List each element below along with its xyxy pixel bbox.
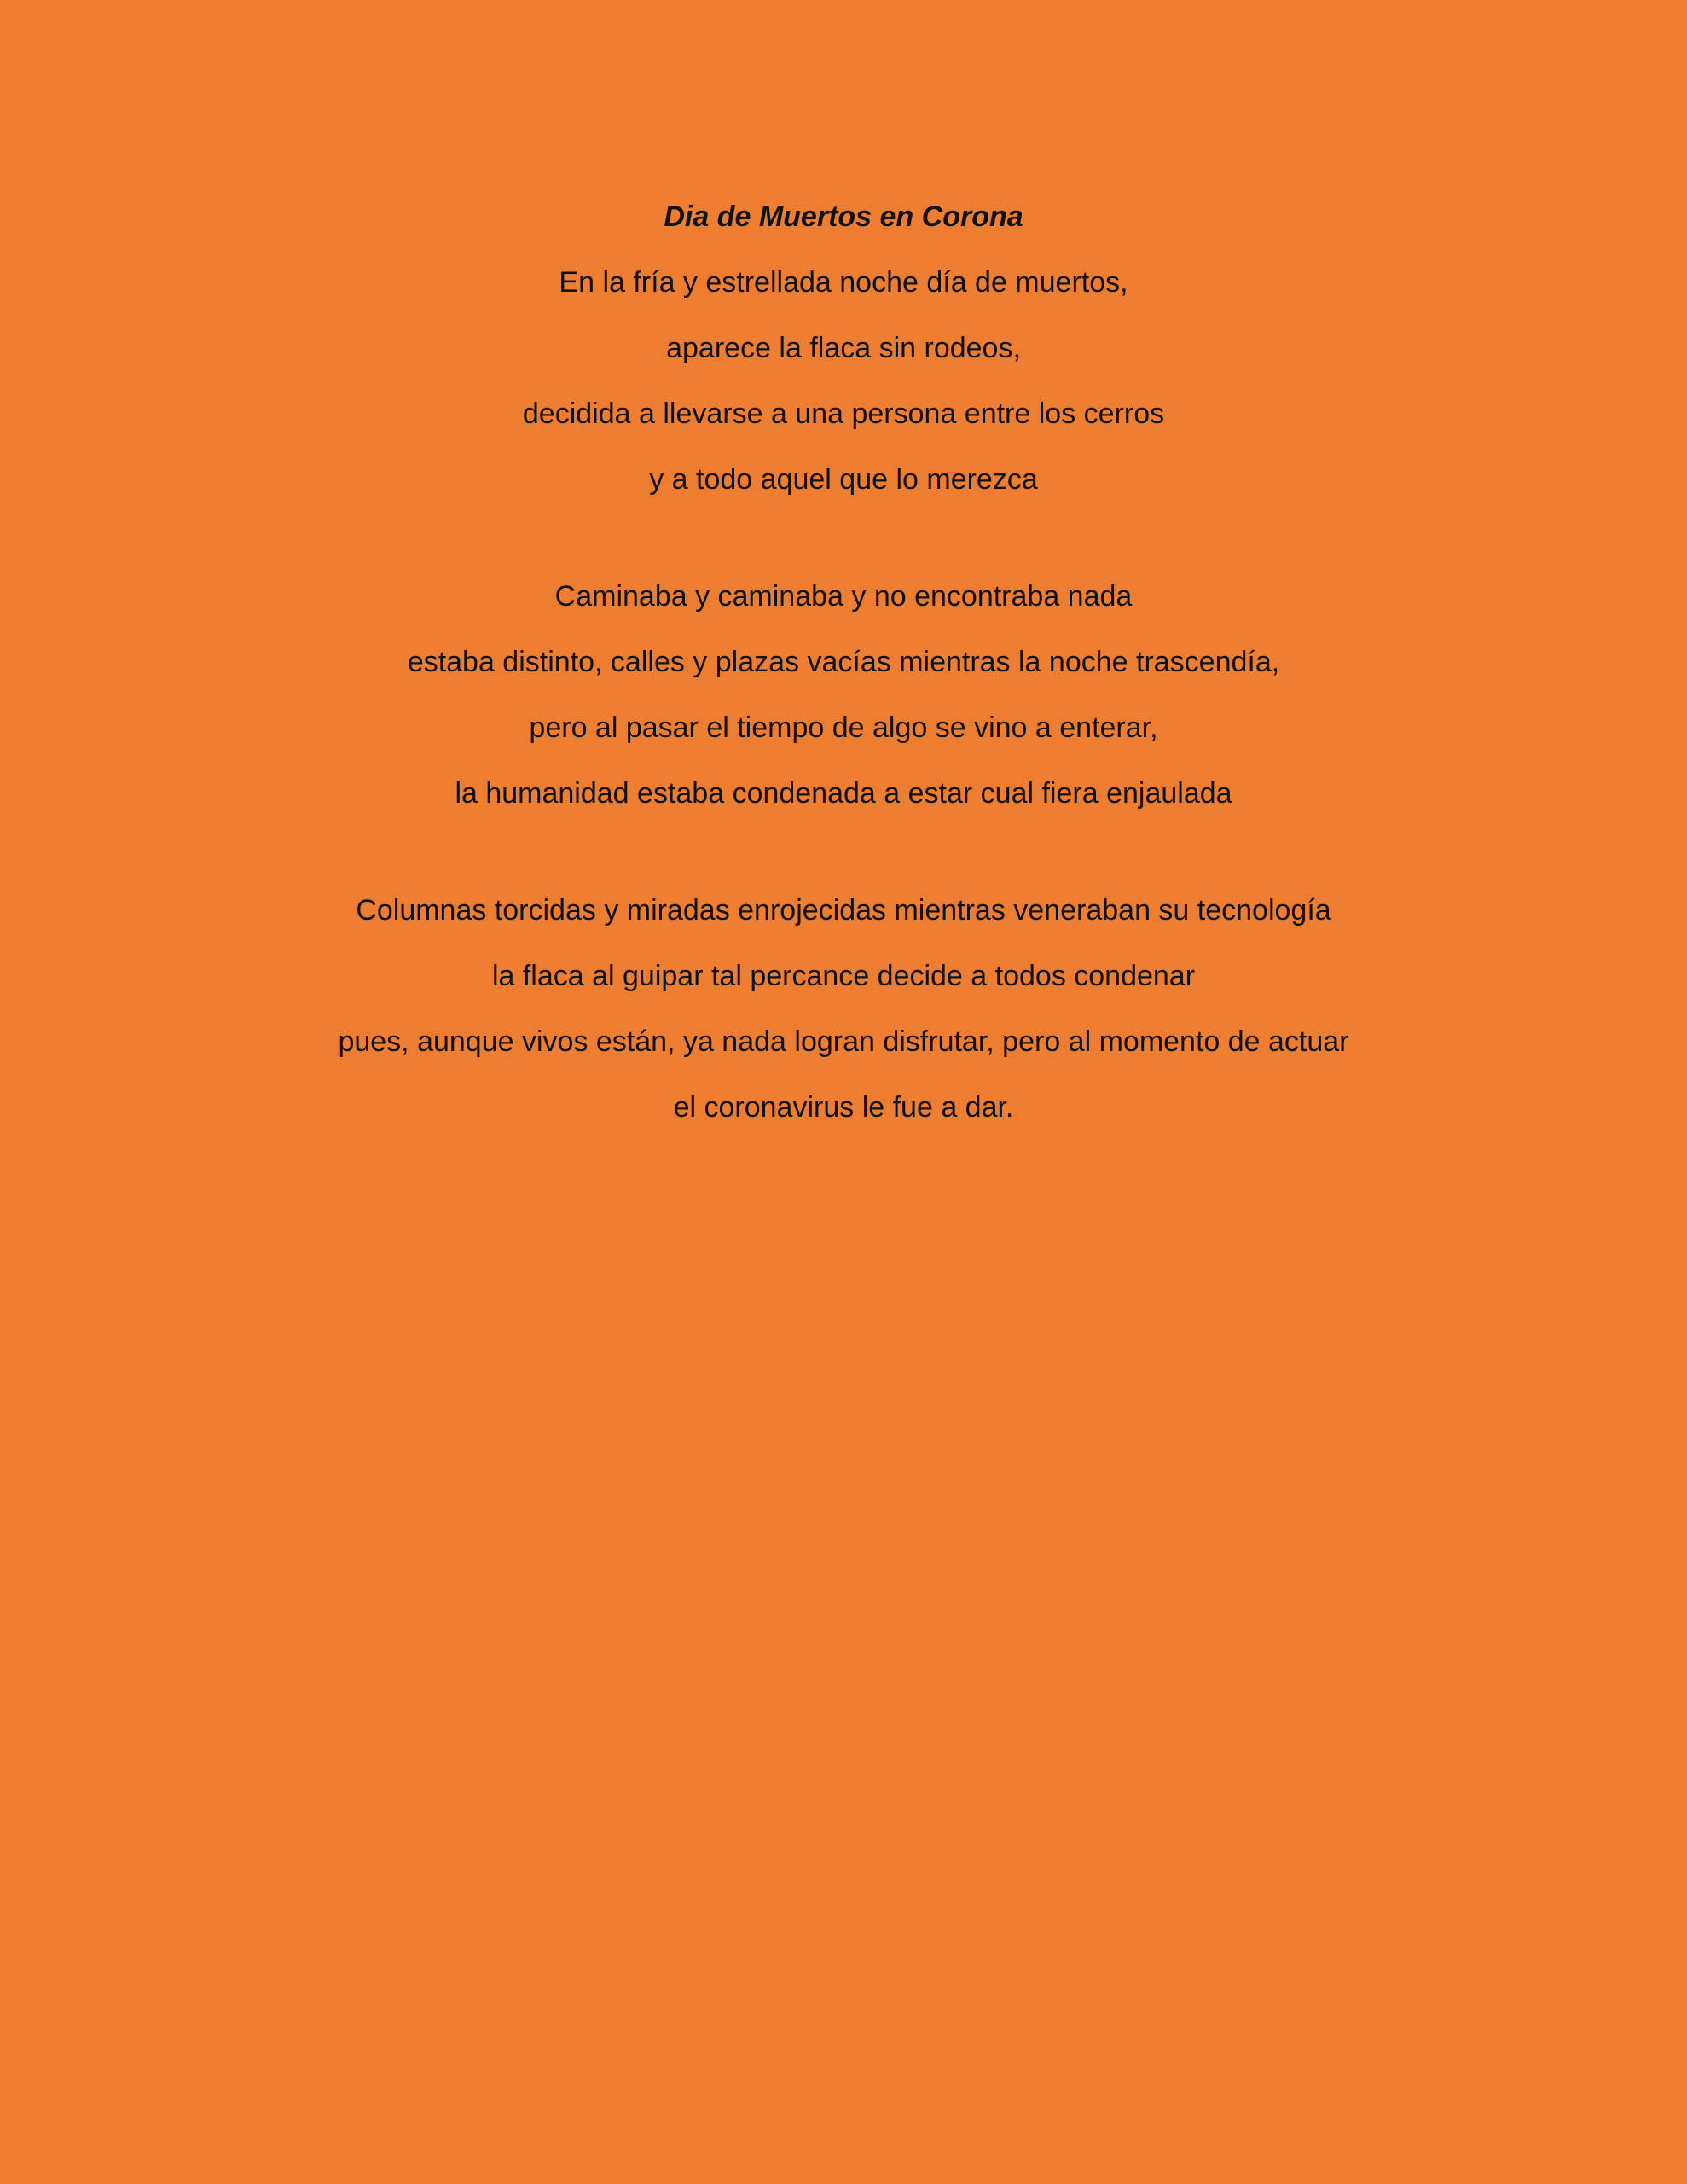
poem-line: aparece la flaca sin rodeos, xyxy=(666,332,1021,364)
stanza-3 xyxy=(0,885,1687,1133)
poem-line: la humanidad estaba condenada a estar cual fiera enjaulada xyxy=(455,777,1232,810)
poem xyxy=(0,191,1687,1133)
poem-line: pues, aunque vivos están, ya nada logran disfrutar, pero al momento de actuar xyxy=(338,1025,1349,1058)
poem-line: Columnas torcidas y miradas enrojecidas mientras veneraban su tecnología xyxy=(356,894,1331,926)
poem-line: estaba distinto, calles y plazas vacías mientras la noche trascendía, xyxy=(407,646,1280,678)
stanza-2 xyxy=(0,571,1687,819)
poem-line: la flaca al guipar tal percance decide a todos condenar xyxy=(491,960,1196,992)
poem-line: decidida a llevarse a una persona entre los cerros xyxy=(522,398,1165,430)
stanza-1 xyxy=(0,257,1687,505)
poem-title: Dia de Muertos en Corona xyxy=(664,200,1023,233)
poem-line: el coronavirus le fue a dar. xyxy=(673,1091,1014,1124)
poem-line: y a todo aquel que lo merezca xyxy=(649,463,1038,496)
poem-line: Caminaba y caminaba y no encontraba nada xyxy=(554,580,1133,613)
poem-line: pero al pasar el tiempo de algo se vino a enterar, xyxy=(529,712,1158,744)
poem-line: En la fría y estrellada noche día de muertos, xyxy=(559,266,1128,299)
